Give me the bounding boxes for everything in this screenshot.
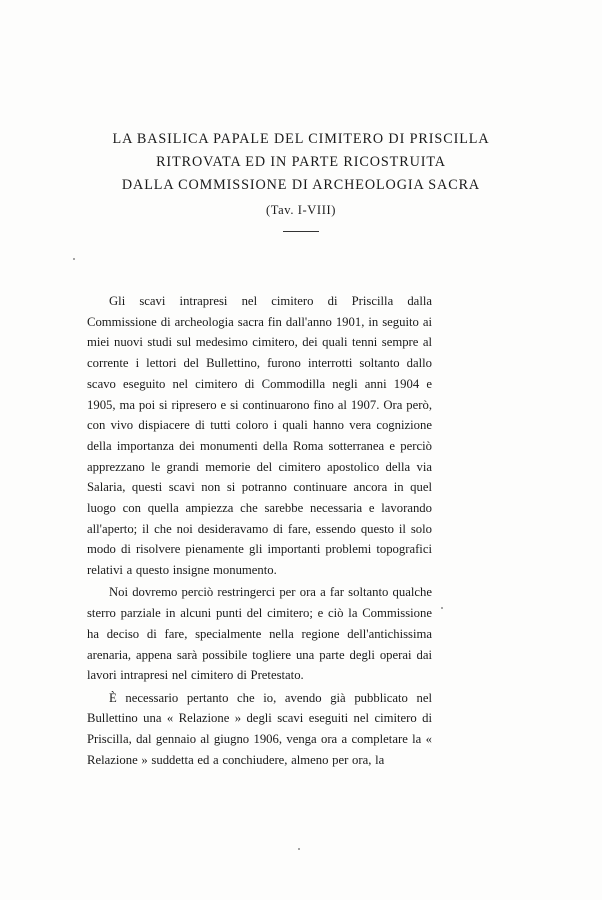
article-heading <box>60 128 542 232</box>
paragraph-2: Noi dovremo perciò restringerci per ora a far soltanto qualche sterro parziale in alcuni punti del cimitero; e ciò la Commissione ha deciso di fare, specialmente nella regione dell'antichissima arenaria, appena sarà possibile togliere una parte degli operai dai lavori intrapresi nel cimitero di Pretestato. <box>87 585 432 683</box>
heading-line-1: LA BASILICA PAPALE DEL CIMITERO DI PRISCILLA <box>112 131 490 147</box>
body-text <box>87 291 432 772</box>
scan-speck <box>73 258 75 260</box>
heading-line-2: RITROVATA ED IN PARTE RICOSTRUITA <box>156 154 446 170</box>
heading-line-3: DALLA COMMISSIONE DI ARCHEOLOGIA SACRA <box>121 177 481 193</box>
scan-speck <box>441 607 443 609</box>
plates-reference: (Tav. I-VIII) <box>266 203 336 217</box>
heading-rule <box>283 231 319 232</box>
paragraph-3: È necessario pertanto che io, avendo già pubblicato nel Bullettino una « Relazione » degli scavi eseguiti nel cimitero di Priscilla, dal gennaio al giugno 1906, venga ora a completare la « Relazione » suddetta ed a conchiudere, almeno per ora, la <box>87 690 432 767</box>
scan-speck <box>298 848 300 850</box>
paragraph-1: Gli scavi intrapresi nel cimitero di Priscilla dalla Commissione di archeologia sacra fin dall'anno 1901, in seguito ai miei nuovi studi sul medesimo cimitero, dei quali tenni sempre al corrente i lettori del Bullettino, furono interrotti soltanto dallo scavo eseguito nel cimitero di Commodilla negli anni 1904 e 1905, ma poi si ripresero e si continuarono fino al 1907. Ora però, con vivo dispiacere di tutti coloro i quali hanno vera cognizione della importanza dei monumenti della Roma sotterranea e perciò apprezzano le grandi memorie del cimitero apostolico della via Salaria, questi scavi non si potranno continuare ancora in quel luogo con quella ampiezza che sarebbe necessaria e lavorando all'aperto; il che noi desideravamo di fare, essendo questo il solo modo di risolvere pienamente gli importanti problemi topografici relativi a questo insigne monumento. <box>87 294 432 578</box>
